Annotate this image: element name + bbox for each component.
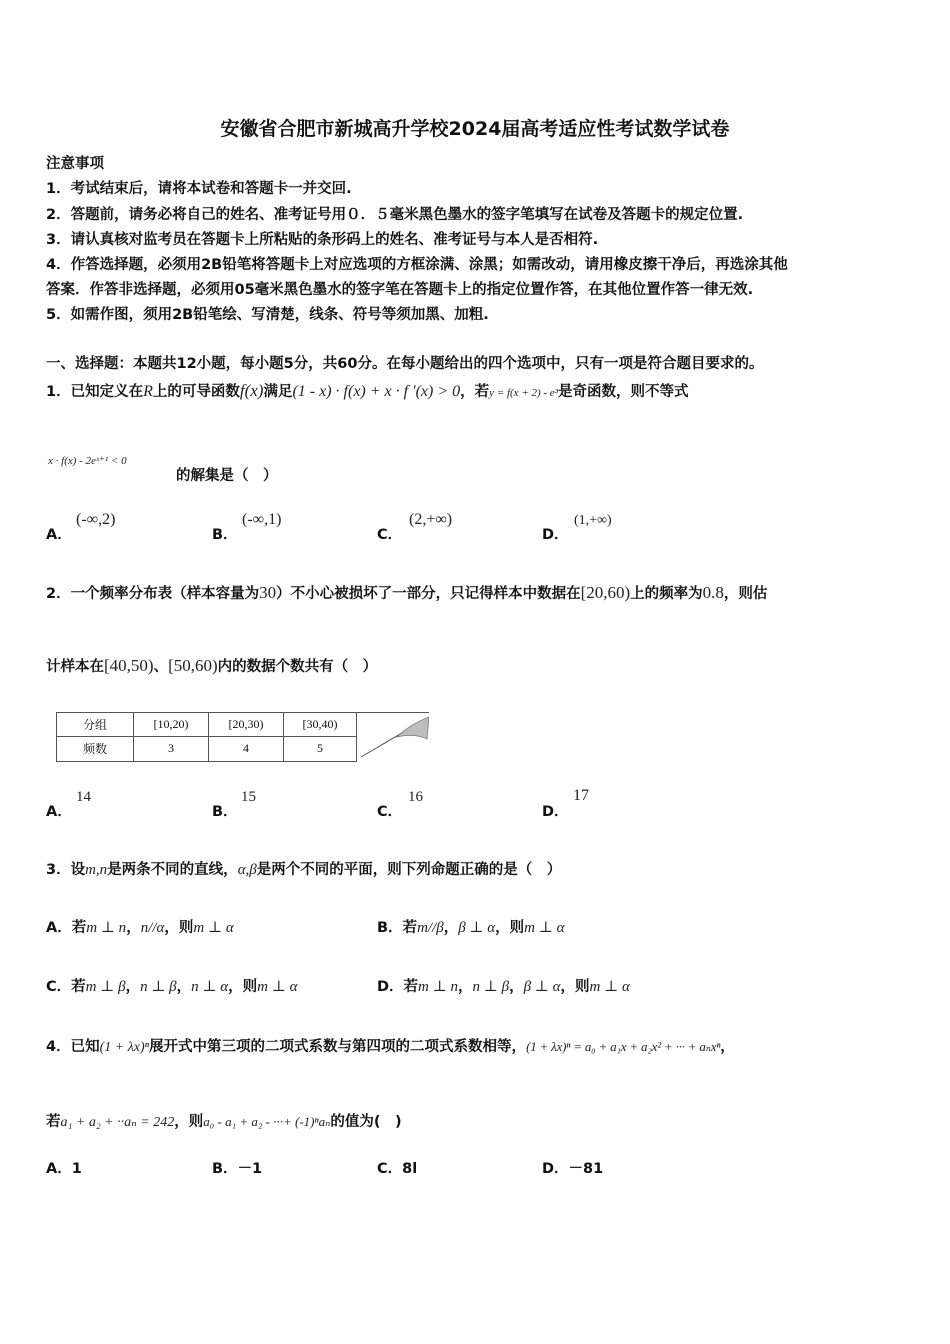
- q-text: 计样本在: [46, 659, 104, 675]
- math-expression: f(x): [239, 381, 264, 400]
- math-expression: m ⊥ α: [589, 979, 630, 995]
- notice-item: 3．请认真核对监考员在答题卡上所粘贴的条形码上的姓名、准考证号与本人是否相符.: [46, 232, 599, 248]
- math-expression: β ⊥ α: [458, 920, 496, 936]
- notice-heading: 注意事项: [46, 156, 104, 172]
- option-label: A．: [46, 527, 72, 543]
- section-heading: 一、选择题：本题共12小题，每小题5分，共60分。在每小题给出的四个选项中，只有一项是符合题目要求的。: [46, 356, 764, 372]
- math-expression: m,n: [85, 862, 108, 878]
- option-b: [377, 916, 564, 937]
- notice-item: 1．考试结束后，请将本试卷和答题卡一并交回.: [46, 181, 352, 197]
- question-4-line-1: [46, 1035, 735, 1056]
- q-text: ，: [176, 979, 192, 995]
- math-expression: β ⊥ α: [523, 979, 561, 995]
- option-d: [542, 523, 569, 544]
- q-text: ，: [458, 979, 473, 995]
- table-cell: [30,40): [284, 713, 357, 737]
- math-expression: m ⊥ α: [193, 920, 234, 936]
- q-text: ，则: [495, 920, 525, 936]
- question-number: 1．: [46, 384, 71, 400]
- math-expression: (1 + λx)ⁿ: [99, 1040, 150, 1055]
- option-value: (-∞,2): [76, 511, 116, 528]
- option-label: C．: [377, 804, 403, 820]
- q-text: 是奇函数，则不等式: [558, 384, 689, 400]
- q-text: ，: [126, 920, 141, 936]
- option-label: D．: [542, 527, 569, 543]
- question-4-line-2: [46, 1110, 402, 1131]
- question-number: 3．: [46, 862, 71, 878]
- math-expression: m//β: [417, 920, 444, 936]
- question-2-line-2: [46, 655, 377, 676]
- question-1-line-1: [46, 380, 689, 401]
- q-text: ，: [443, 920, 459, 936]
- table-cell: [10,20): [134, 713, 209, 737]
- math-expression: m ⊥ n: [418, 979, 458, 995]
- q-text: ，: [125, 979, 141, 995]
- q-text: 的值为( ): [330, 1114, 402, 1130]
- option-value: 14: [76, 789, 91, 805]
- math-expression: [20,60): [580, 583, 631, 602]
- math-expression: n//α: [140, 920, 165, 936]
- math-expression: a₀ - a₁ + a₂ - ···+ (-1)ⁿaₙ: [203, 1114, 331, 1129]
- math-expression: a₁ + a₂ + ··aₙ = 242: [60, 1115, 175, 1130]
- option-label: D．若: [377, 979, 419, 995]
- q-text: ，若: [460, 384, 490, 400]
- option-c: [377, 1157, 417, 1178]
- math-expression: m ⊥ n: [86, 920, 127, 936]
- option-value: 1: [71, 1161, 82, 1177]
- option-d: [377, 975, 630, 996]
- option-label: C．若: [46, 979, 86, 995]
- q-text: 是两个不同的平面，则下列命题正确的是（ ）: [256, 862, 562, 878]
- option-a: [46, 800, 72, 821]
- table-cell: 分组: [57, 713, 134, 737]
- q-text: ，则估: [723, 586, 768, 602]
- question-3-line-1: [46, 858, 561, 879]
- option-value: 16: [408, 789, 423, 805]
- option-b: [212, 800, 238, 821]
- option-c: [46, 975, 297, 996]
- option-c: [377, 523, 402, 544]
- notice-item: 4．作答选择题，必须用2B铅笔将答题卡上对应选项的方框涂满、涂黑；如需改动，请用橡皮擦干净后，再选涂其他: [46, 257, 788, 273]
- option-label: A．若: [46, 920, 87, 936]
- table-cell: 3: [134, 737, 209, 761]
- option-d: [542, 800, 569, 821]
- q-text: ）不小心被损坏了一部分，只记得样本中数据在: [276, 586, 581, 602]
- option-label: D．: [542, 804, 569, 820]
- q-text: ，则: [560, 979, 590, 995]
- math-expression: m ⊥ β: [85, 979, 126, 995]
- math-expression: m ⊥ α: [257, 979, 298, 995]
- math-expression: n ⊥ β: [140, 979, 177, 995]
- option-value: 15: [241, 789, 256, 805]
- option-value: (2,+∞): [409, 511, 453, 528]
- q-text: ，: [720, 1039, 735, 1055]
- math-expression: [40,50): [104, 656, 154, 675]
- option-a: [46, 916, 234, 937]
- option-a: [46, 523, 72, 544]
- q-text: ，则: [228, 979, 258, 995]
- math-expression: (1 - x) · f(x) + x · f ′(x) > 0: [292, 383, 461, 400]
- q-text: 内的数据个数共有（ ）: [217, 659, 378, 675]
- table-cell: [20,30): [209, 713, 284, 737]
- torn-corner-graphic: [357, 713, 429, 757]
- option-b: [212, 1157, 262, 1178]
- question-number: 4．: [46, 1039, 71, 1055]
- math-expression: n ⊥ α: [191, 979, 229, 995]
- option-label: B．若: [377, 920, 418, 936]
- option-label: B．: [212, 804, 238, 820]
- math-expression: α,β: [237, 862, 257, 878]
- option-label: C．: [377, 1161, 403, 1177]
- table-cell: 5: [284, 737, 357, 761]
- question-2-line-1: [46, 582, 767, 603]
- q-text: 满足: [263, 384, 293, 400]
- q-text: 上的频率为: [630, 586, 703, 602]
- option-label: C．: [377, 527, 403, 543]
- option-label: D．: [542, 1161, 569, 1177]
- math-expression: m ⊥ α: [524, 920, 565, 936]
- math-expression: 30: [259, 583, 277, 602]
- option-value: －1: [237, 1161, 263, 1177]
- table-cell: 4: [209, 737, 284, 761]
- math-expression: n ⊥ β: [472, 979, 510, 995]
- option-value: －81: [568, 1161, 604, 1177]
- question-number: 2．: [46, 586, 71, 602]
- q-text: ，则: [174, 1114, 204, 1130]
- option-c: [377, 800, 402, 821]
- math-expression: R: [143, 383, 153, 400]
- math-expression: x · f(x) - 2eˣ⁺¹ < 0: [48, 455, 127, 467]
- option-d: [542, 1157, 603, 1178]
- table-row: [57, 713, 430, 737]
- page-title: 安徽省合肥市新城高升学校2024届高考适应性考试数学试卷: [220, 118, 730, 140]
- option-value: 8l: [402, 1161, 418, 1177]
- option-value: 17: [573, 787, 589, 804]
- q-text: ，则: [164, 920, 194, 936]
- option-label: A．: [46, 804, 72, 820]
- option-label: B．: [212, 527, 238, 543]
- math-expression: y = f(x + 2) - e³: [489, 387, 558, 399]
- notice-item: 5．如需作图，须用2B铅笔绘、写清楚，线条、符号等须加黑、加粗.: [46, 307, 489, 323]
- math-expression: [50,60): [168, 656, 218, 675]
- notice-item: 答案．作答非选择题，必须用05毫米黑色墨水的签字笔在答题卡上的指定位置作答，在其他位置作答一律无效.: [46, 282, 754, 298]
- frequency-table-wrap: [56, 712, 429, 762]
- q-text: 设: [70, 862, 86, 878]
- q-text: 上的可导函数: [152, 384, 240, 400]
- frequency-table: [56, 712, 429, 762]
- option-label: B．: [212, 1161, 238, 1177]
- option-value: (1,+∞): [574, 513, 612, 528]
- q-text: 是两条不同的直线，: [107, 862, 238, 878]
- option-a: [46, 1157, 82, 1178]
- q-text: 若: [46, 1114, 61, 1130]
- q-text: 已知: [70, 1039, 100, 1055]
- q-text: 展开式中第三项的二项式系数与第四项的二项式系数相等，: [149, 1039, 527, 1055]
- option-b: [212, 523, 238, 544]
- q-text: 、: [153, 659, 169, 675]
- math-expression: 0.8: [702, 583, 724, 602]
- math-expression: (1 + λx)ⁿ = a₀ + a₁x + a₂x² + ··· + aₙxⁿ: [526, 1039, 721, 1054]
- notice-item: 2．答题前，请务必将自己的姓名、准考证号用０．５毫米黑色墨水的签字笔填写在试卷及答题卡的规定位置.: [46, 207, 744, 223]
- option-value: (-∞,1): [242, 511, 282, 528]
- q-text: 的解集是（ ）: [176, 468, 278, 484]
- table-cell: 频数: [57, 737, 134, 761]
- torn-corner: [357, 713, 430, 762]
- option-label: A．: [46, 1161, 72, 1177]
- q-text: ，: [509, 979, 524, 995]
- q-text: 已知定义在: [70, 384, 144, 400]
- q-text: 一个频率分布表（样本容量为: [70, 586, 260, 602]
